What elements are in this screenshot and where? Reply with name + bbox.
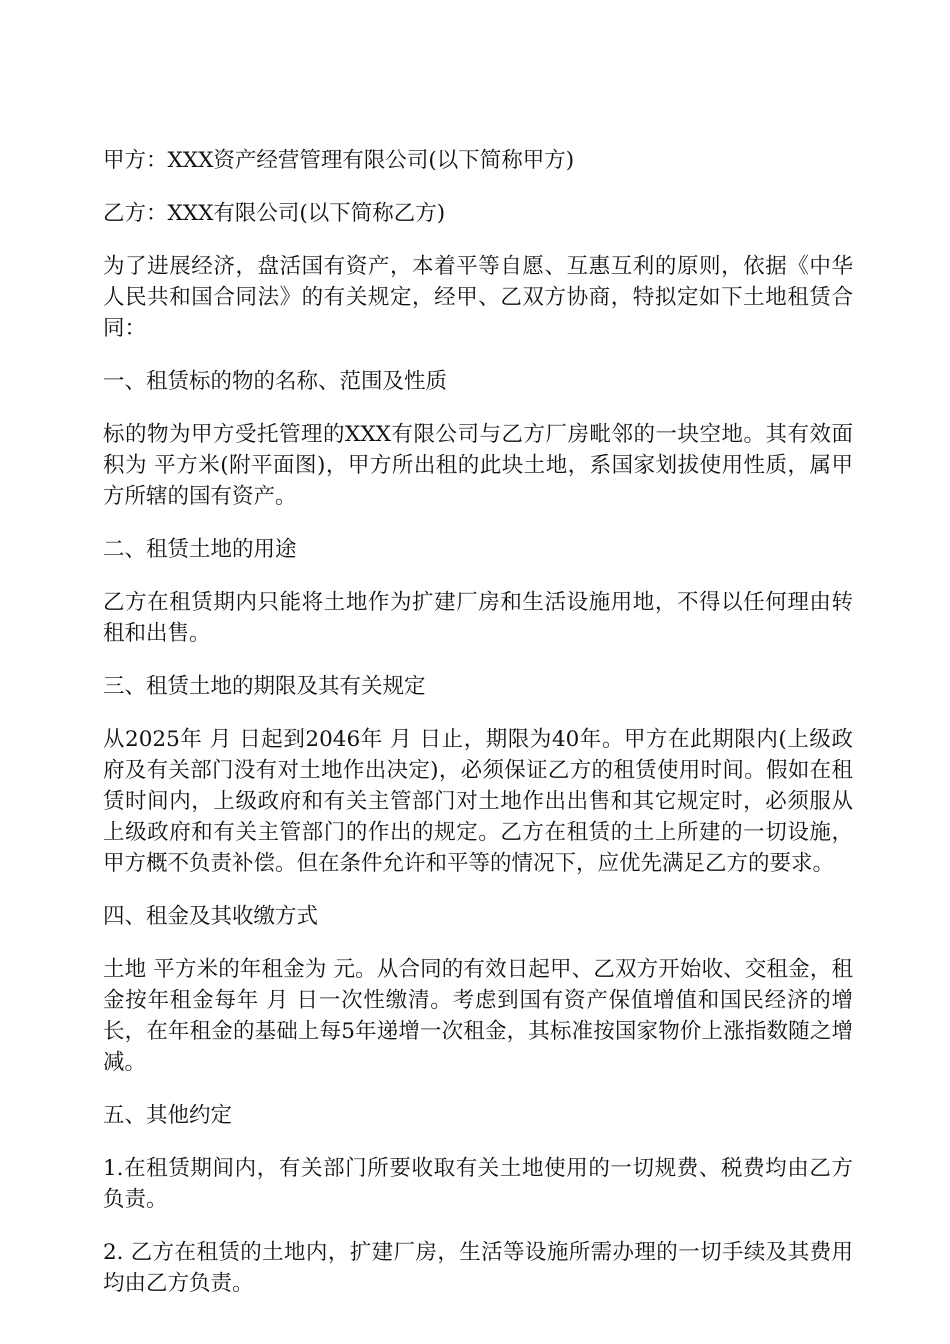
section-4-paragraph: 土地 平方米的年租金为 元。从合同的有效日起甲、乙双方开始收、交租金，租金按年租金每年 月 日一次性缴清。考虑到国有资产保值增值和国民经济的增长，在年租金的基础上每5年递增一次租金，其标准按国家物价上涨指数随之增减。 [103, 957, 853, 1075]
section-heading-2: 二、租赁土地的用途 [103, 537, 297, 562]
preamble-paragraph: 为了进展经济，盘活国有资产，本着平等自愿、互惠互利的原则，依据《中华人民共和国合同法》的有关规定，经甲、乙双方协商，特拟定如下土地租赁合同： [103, 254, 853, 341]
section-5-item-2: 2. 乙方在租赁的土地内，扩建厂房，生活等设施所需办理的一切手续及其费用均由乙方负责。 [103, 1240, 853, 1296]
section-1-paragraph: 标的物为甲方受托管理的XXX有限公司与乙方厂房毗邻的一块空地。其有效面积为 平方米(附平面图)，甲方所出租的此块土地，系国家划拔使用性质，属甲方所辖的国有资产。 [103, 422, 853, 509]
section-heading-4: 四、租金及其收缴方式 [103, 904, 319, 929]
contract-document [103, 145, 853, 1321]
section-2-paragraph: 乙方在租赁期内只能将土地作为扩建厂房和生活设施用地，不得以任何理由转租和出售。 [103, 590, 853, 646]
section-3-paragraph: 从2025年 月 日起到2046年 月 日止，期限为40年。甲方在此期限内(上级政府及有关部门没有对土地作出决定)，必须保证乙方的租赁使用时间。假如在租赁时间内，上级政府和有关主管部门对土地作出出售和其它规定时，必须服从上级政府和有关主管部门的作出的规定。乙方在租赁的土上所建的一切设施，甲方概不负责补偿。但在条件允许和平等的情况下，应优先满足乙方的要求。 [103, 727, 853, 876]
party-a-line: 甲方：XXX资产经营管理有限公司(以下简称甲方) [103, 148, 575, 173]
section-heading-3: 三、租赁土地的期限及其有关规定 [103, 674, 426, 699]
section-heading-5: 五、其他约定 [103, 1103, 233, 1128]
party-b-line: 乙方：XXX有限公司(以下简称乙方) [103, 201, 446, 226]
section-heading-1: 一、租赁标的物的名称、范围及性质 [103, 369, 448, 394]
section-5-item-1: 1.在租赁期间内，有关部门所要收取有关土地使用的一切规费、税费均由乙方负责。 [103, 1156, 853, 1212]
